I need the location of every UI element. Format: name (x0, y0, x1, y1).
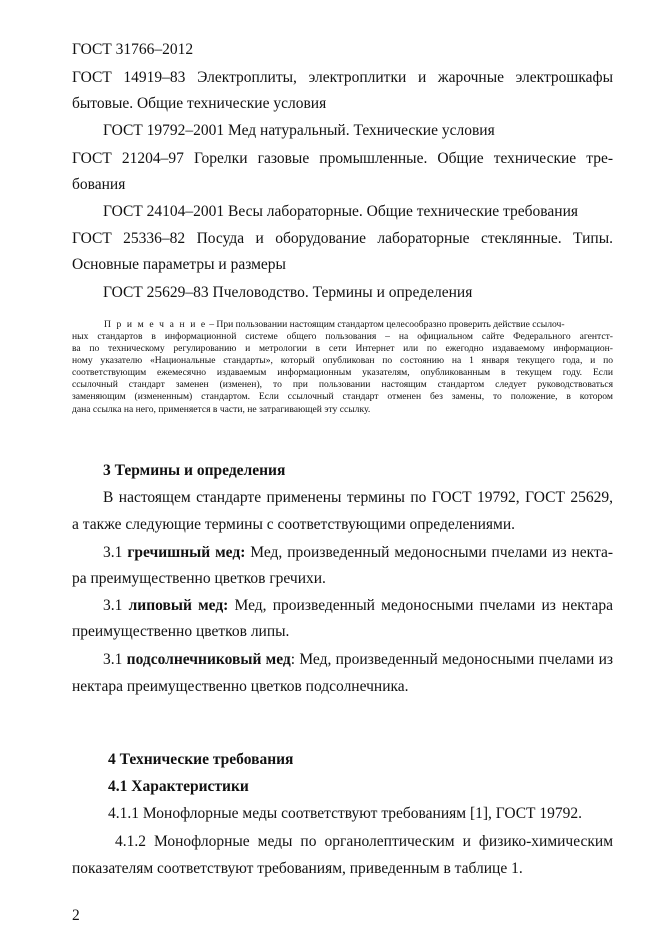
term-sunflower-honey-line2: нектара преимущественно цветков подсолнечника. (72, 678, 409, 695)
ref-gost-25336-line1: ГОСТ 25336–82 Посуда и оборудование лабораторные стеклянные. Типы. (72, 230, 613, 247)
term-name: подсолнечниковый мед (126, 651, 291, 668)
term-buckwheat-honey-line1 (103, 545, 613, 561)
ref-gost-25336-line2: Основные параметры и размеры (72, 256, 286, 273)
term-sunflower-honey-line1 (103, 652, 613, 668)
term-name: гречишный мед: (127, 544, 246, 561)
page-number: 2 (72, 907, 80, 924)
ref-gost-14919-line1: ГОСТ 14919–83 Электроплиты, электроплитки и жарочные электрошкафы (72, 69, 613, 86)
note-line-0: – При пользовании настоящим стандартом целесообразно проверить действие ссылоч- (209, 319, 565, 330)
clause-4-1-2-line1: 4.1.2 Монофлорные меды по органолептическим и физико-химическим (115, 833, 613, 850)
ref-gost-21204-line1: ГОСТ 21204–97 Горелки газовые промышленные. Общие технические тре- (72, 150, 613, 167)
section-3-intro-line1: В настоящем стандарте применены термины по ГОСТ 19792, ГОСТ 25629, (103, 489, 613, 506)
note-line-2: ва по техническому регулированию и метрологии в сети Интернет или по ежегодно издаваемому информацион- (72, 343, 613, 354)
note-line-5: ссылочный стандарт заменен (изменен), то при пользовании настоящим стандартом следует руководствоваться (72, 379, 613, 390)
term-definition: : Мед, произведенный медоносными пчелами из (290, 651, 613, 668)
clause-4-1-2-line2: показателям соответствуют требованиям, приведенным в таблице 1. (72, 860, 523, 877)
term-name: липовый мед: (128, 597, 229, 614)
clause-4-1-1: 4.1.1 Монофлорные меды соответствуют требованиям [1], ГОСТ 19792. (108, 805, 583, 822)
term-linden-honey-line2: преимущественно цветков липы. (72, 623, 290, 640)
term-number: 3.1 (103, 651, 123, 668)
note-label: П р и м е ч а н и е (104, 319, 207, 330)
section-3-intro-line2: а также следующие термины с соответствующими определениями. (72, 516, 516, 533)
term-definition: Мед, произведенный медоносными пчелами из некта- (250, 544, 614, 561)
note-line-7: дана ссылка на него, применяется в части, не затрагивающей эту ссылку. (72, 404, 371, 415)
term-definition: Мед, произведенный медоносными пчелами из нектара (234, 597, 614, 614)
note-line-6: заменяющим (измененным) стандартом. Если ссылочный стандарт отменен без замены, то положение, в котором (72, 391, 613, 402)
term-number: 3.1 (103, 544, 123, 561)
ref-gost-19792: ГОСТ 19792–2001 Мед натуральный. Технические условия (103, 122, 495, 139)
note-line-4: соответствующим ежемесячно издаваемым информационным указателям, опубликованным в текущем году. Если (72, 367, 613, 378)
page-header-doc-id: ГОСТ 31766–2012 (72, 41, 194, 58)
term-buckwheat-honey-line2: ра преимущественно цветков гречихи. (72, 570, 326, 587)
section-4-1-heading: 4.1 Характеристики (108, 778, 249, 795)
term-linden-honey-line1 (103, 598, 613, 614)
section-3-heading: 3 Термины и определения (103, 462, 286, 479)
term-number: 3.1 (103, 597, 123, 614)
ref-gost-24104: ГОСТ 24104–2001 Весы лабораторные. Общие технические требования (103, 203, 578, 220)
note-first-line (104, 320, 565, 330)
ref-gost-21204-line2: бования (72, 176, 126, 193)
ref-gost-25629: ГОСТ 25629–83 Пчеловодство. Термины и определения (103, 284, 473, 301)
note-line-1: ных стандартов в информационной системе общего пользования – на официальном сайте Федерального агентст- (72, 331, 613, 342)
section-4-heading: 4 Технические требования (108, 751, 294, 768)
note-line-3: ному указателю «Национальные стандарты», который опубликован по состоянию на 1 января текущего года, и по (72, 355, 613, 366)
ref-gost-14919-line2: бытовые. Общие технические условия (72, 95, 327, 112)
